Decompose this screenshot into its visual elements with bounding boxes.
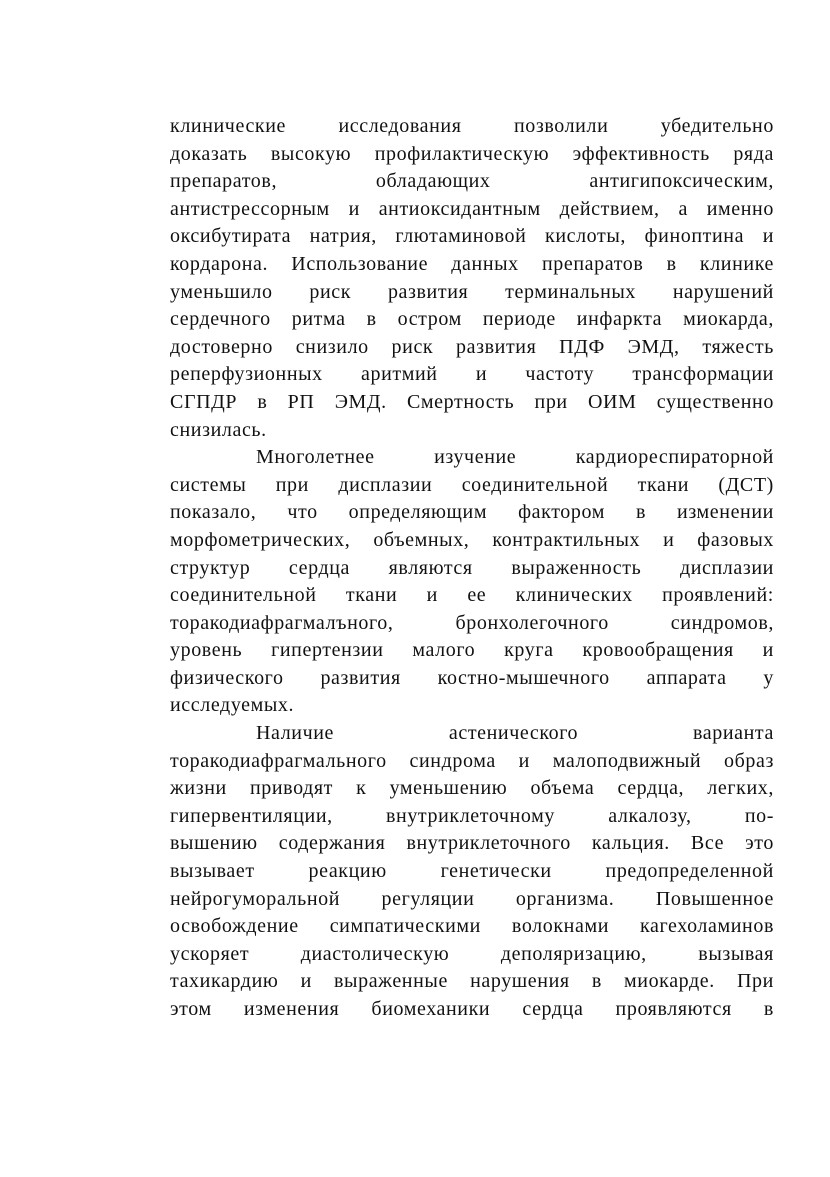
text-line: гипервентиляции, внутриклеточному алкалозу, по- [170,804,774,827]
text-line: реперфузионных аритмий и частоту трансформации [170,363,774,386]
text-line: торакодиафрагмалъного, бронхолегочного синдромов, [170,611,774,634]
text-line: оксибутирата натрия, глютаминовой кислоты, финоптина и [170,225,774,248]
text-line: антистрессорным и антиоксидантным действием, а именно [170,197,774,220]
text-line: исследуемых. [170,694,295,717]
text-line: соединительной ткани и ее клинических проявлений: [170,584,774,607]
text-line: освобождение симпатическими волокнами кагехоламинов [170,915,774,938]
text-line: нейрогуморальной регуляции организма. Повышенное [170,887,774,910]
text-line: Многолетнее изучение кардиореспираторной [256,446,774,469]
text-line: вышению содержания внутриклеточного кальция. Все это [170,832,774,855]
text-line: уменьшило риск развития терминальных нарушений [170,280,774,303]
text-line: структур сердца являются выраженность дисплазии [170,556,774,579]
text-line: сердечного ритма в остром периоде инфаркта миокарда, [170,308,774,331]
text-line: вызывает реакцию генетически предопределенной [170,860,774,883]
text-line: Наличие астенического варианта [256,722,774,745]
text-line: физического развития костно-мышечного аппарата у [170,666,774,689]
text-line: препаратов, обладающих антигипоксическим, [170,170,774,193]
text-line: клинические исследования позволили убедительно [170,115,774,137]
text-line: показало, что определяющим фактором в изменении [170,501,774,524]
body-text [170,113,774,1024]
text-line: морфометрических, объемных, контрактильных и фазовых [170,528,774,551]
text-line: этом изменения биомеханики сердца проявляются в [170,998,774,1020]
text-line: системы при дисплазии соединительной ткани (ДСТ) [170,473,774,496]
text-line: жизни приводят к уменьшению объема сердца, легких, [170,777,774,800]
text-line: СГПДР в РП ЭМД. Смертность при ОИМ существенно [170,390,774,413]
text-line: достоверно снизило риск развития ПДФ ЭМД, тяжесть [170,335,774,358]
text-line: тахикардию и выраженные нарушения в миокарде. При [170,970,774,993]
text-line: снизилась. [170,418,267,441]
text-line: доказать высокую профилактическую эффективность ряда [170,142,774,165]
text-line: кордарона. Использование данных препаратов в клинике [170,252,774,275]
text-line: уровень гипертензии малого круга кровообращения и [170,639,774,662]
text-line: торакодиафрагмального синдрома и малоподвижный образ [170,749,774,772]
text-line: ускоряет диастолическую деполяризацию, вызывая [170,942,774,965]
